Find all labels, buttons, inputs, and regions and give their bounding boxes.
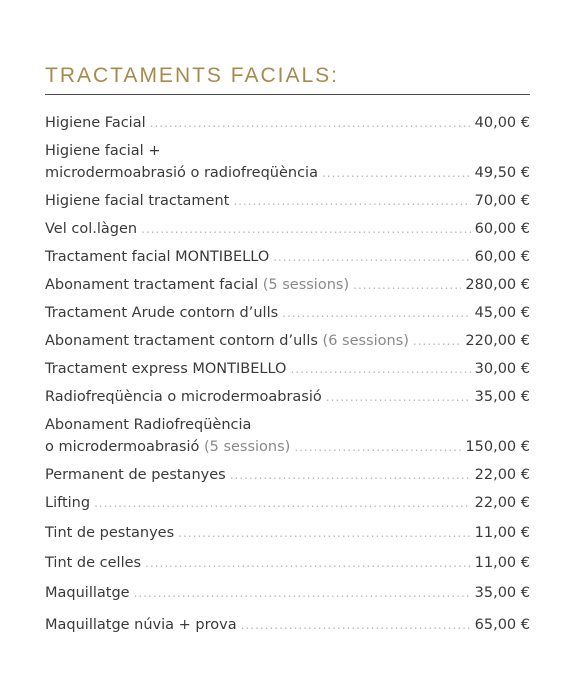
item-name-line1: Abonament Radiofreqüència	[45, 417, 252, 433]
price-list-item	[45, 614, 530, 636]
price-list-item	[45, 330, 530, 352]
item-name: Tint de celles	[45, 555, 142, 571]
item-name-block	[45, 246, 269, 268]
item-name: Higiene Facial	[45, 115, 146, 131]
dot-leader	[413, 330, 462, 352]
item-name-block	[45, 190, 229, 212]
section-heading: TRACTAMENTS FACIALS:	[45, 64, 339, 87]
heading-divider	[45, 94, 530, 95]
item-name: microdermoabrasió o radiofreqüència	[45, 165, 318, 181]
item-price: 22,00 €	[474, 467, 530, 483]
dot-leader	[150, 112, 471, 134]
item-price: 30,00 €	[474, 361, 530, 377]
item-price: 280,00 €	[465, 277, 530, 293]
item-name-block	[45, 464, 226, 486]
item-name: Lifting	[45, 495, 91, 511]
item-price: 35,00 €	[474, 585, 530, 601]
item-name-block	[45, 582, 130, 604]
dot-leader	[322, 162, 471, 184]
item-name: Abonament tractament contorn d’ulls	[45, 333, 318, 349]
dot-leader	[273, 246, 470, 268]
item-name-block	[45, 302, 278, 324]
item-name: Maquillatge	[45, 585, 130, 601]
price-list-item	[45, 492, 530, 514]
price-list-item	[45, 386, 530, 408]
price-list-item	[45, 246, 530, 268]
item-price: 35,00 €	[474, 389, 530, 405]
price-list-item	[45, 302, 530, 324]
item-name-block	[45, 112, 146, 134]
price-list-item	[45, 140, 530, 184]
item-price: 11,00 €	[474, 555, 530, 571]
item-name: Tractament express MONTIBELLO	[45, 361, 287, 377]
price-list-item	[45, 582, 530, 604]
item-price: 60,00 €	[474, 249, 530, 265]
item-price: 49,50 €	[474, 165, 530, 181]
item-name: Higiene facial tractament	[45, 193, 230, 209]
dot-leader	[145, 552, 471, 574]
dot-leader	[233, 190, 470, 212]
item-price: 60,00 €	[474, 221, 530, 237]
dot-leader	[141, 218, 471, 240]
price-list-item	[45, 464, 530, 486]
dot-leader	[294, 436, 461, 458]
item-name-block	[45, 162, 318, 184]
item-price: 150,00 €	[465, 439, 530, 455]
dot-leader	[94, 492, 471, 514]
price-list-item	[45, 112, 530, 134]
dot-leader	[241, 614, 471, 636]
price-list-item	[45, 190, 530, 212]
item-name: Permanent de pestanyes	[45, 467, 226, 483]
dot-leader	[326, 386, 471, 408]
price-list-item	[45, 522, 530, 544]
item-name: Tractament facial MONTIBELLO	[45, 249, 270, 265]
dot-leader	[353, 274, 461, 296]
item-name: Abonament tractament facial	[45, 277, 259, 293]
dot-leader	[178, 522, 470, 544]
item-name: Radiofreqüència o microdermoabrasió	[45, 389, 322, 405]
dot-leader	[230, 464, 471, 486]
price-list-item	[45, 218, 530, 240]
item-name: Tint de pestanyes	[45, 525, 175, 541]
item-price: 220,00 €	[465, 333, 530, 349]
item-name-block	[45, 614, 237, 636]
item-price: 70,00 €	[474, 193, 530, 209]
item-name-block	[45, 218, 137, 240]
item-name-line1: Higiene facial +	[45, 143, 161, 159]
price-list-item	[45, 552, 530, 574]
item-price: 11,00 €	[474, 525, 530, 541]
item-name-block	[45, 358, 286, 380]
item-note: (5 sessions)	[203, 439, 291, 455]
item-name-block	[45, 330, 409, 352]
item-name-block	[45, 492, 90, 514]
price-list-item	[45, 358, 530, 380]
item-note: (5 sessions)	[262, 277, 350, 293]
item-note: (6 sessions)	[322, 333, 409, 349]
item-price: 45,00 €	[474, 305, 530, 321]
item-name-block	[45, 436, 290, 458]
item-price: 22,00 €	[474, 495, 530, 511]
price-list-item	[45, 414, 530, 458]
item-name-block	[45, 274, 349, 296]
item-price: 40,00 €	[474, 115, 530, 131]
dot-leader	[290, 358, 470, 380]
dot-leader	[282, 302, 470, 324]
dot-leader	[134, 582, 471, 604]
price-list-item	[45, 274, 530, 296]
item-name: o microdermoabrasió	[45, 439, 200, 455]
item-price: 65,00 €	[474, 617, 530, 633]
item-name: Maquillatge núvia + prova	[45, 617, 237, 633]
item-name-block	[45, 386, 322, 408]
item-name: Tractament Arude contorn d’ulls	[45, 305, 279, 321]
item-name: Vel col.làgen	[45, 221, 138, 237]
item-name-block	[45, 522, 174, 544]
item-name-block	[45, 552, 141, 574]
